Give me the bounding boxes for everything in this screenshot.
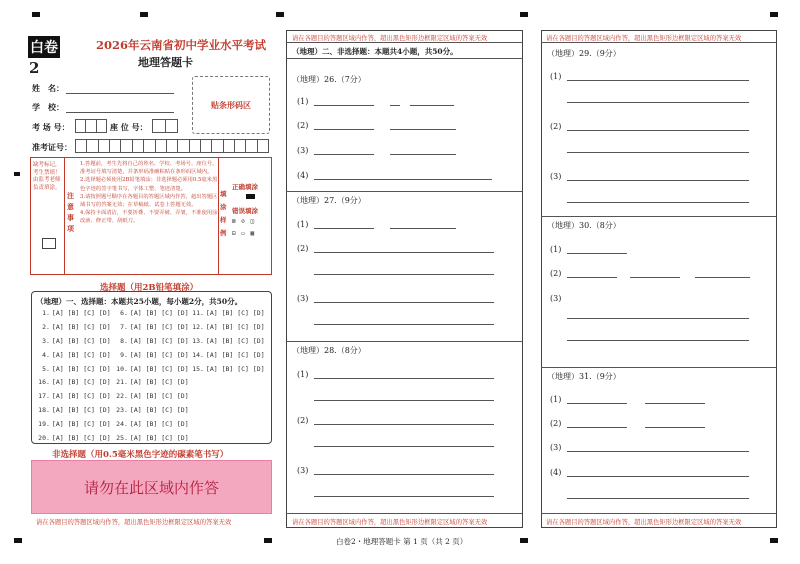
question-number: 5 [42,365,46,373]
answer-options[interactable]: [A] [B] [C] [D] [205,309,265,317]
q28-1-a[interactable] [314,378,494,379]
middle-bottom-rule [286,513,522,514]
right-bottom-rule [541,513,776,514]
badge-text: 白卷 [28,36,60,58]
badge-number: 2 [29,59,40,77]
q28-3-b[interactable] [314,496,494,497]
q27-sub2: (2) [297,244,309,253]
q31-4-a[interactable] [567,476,749,477]
choice-question-row[interactable] [114,309,189,317]
question-number: 7 [120,323,124,331]
question-dot: . [46,434,50,442]
question-number: 19 [38,420,46,428]
q26-sub3: (3) [297,146,309,155]
nonchoice-banner: 非选择题（用0.5毫米黑色字迹的碳素笔书写） [52,450,229,460]
forbidden-area [31,460,272,514]
q31-2-b[interactable] [645,427,705,428]
notes-list [80,160,218,226]
q31-title: （地理）31.（9分） [547,372,621,381]
question-dot: . [46,365,50,373]
right-top-rule [541,42,776,43]
correct-fill-label: 正确填涂 [232,183,258,191]
seat-label: 座 位 号： [110,122,148,132]
q27-sub1: (1) [297,220,309,229]
answer-options[interactable]: [A] [B] [C] [D] [129,434,189,442]
answer-options[interactable]: [A] [B] [C] [D] [205,365,265,373]
answer-options[interactable]: [A] [B] [C] [D] [205,351,265,359]
question-dot: . [124,392,128,400]
q26-1-c[interactable] [410,105,454,106]
q30-2-a[interactable] [567,277,617,278]
q27-3-a[interactable] [314,302,494,303]
room-label: 考 场 号： [32,122,70,132]
answer-options[interactable]: [A] [B] [C] [D] [51,420,111,428]
q29-sub2: (2) [550,122,562,131]
timing-mark [140,12,148,17]
q30-3-b[interactable] [567,340,749,341]
question-dot: . [124,337,128,345]
absent-box[interactable] [42,238,56,249]
barcode-label: 贴条形码区 [211,99,251,110]
q31-sub1: (1) [550,395,562,404]
right-panel [541,30,777,528]
choice-question-row[interactable] [190,337,265,345]
question-dot: . [200,309,204,317]
q31-sub4: (4) [550,468,562,477]
timing-mark [770,538,778,543]
question-dot: . [46,351,50,359]
room-boxes[interactable] [75,119,107,133]
q28-sub2: (2) [297,416,309,425]
choice-question-row[interactable] [190,365,265,373]
q28-title: （地理）28.（8分） [292,346,366,355]
top-warning-right: 请在各题目的答题区域内作答，超出黑色矩形边框限定区域的答案无效 [546,35,742,42]
choice-question-row[interactable] [36,392,111,400]
answer-options[interactable]: [A] [B] [C] [D] [51,323,111,331]
q26-sub2: (2) [297,121,309,130]
q28-1-b[interactable] [314,400,494,401]
choice-question-row[interactable] [190,309,265,317]
choice-question-row[interactable] [114,378,189,386]
choice-question-row[interactable] [36,420,111,428]
section2-heading: （地理）二、非选择题：本题共4小题，共50分。 [292,47,458,56]
choice-question-row[interactable] [114,323,189,331]
barcode-area [192,76,270,134]
answer-options[interactable]: [A] [B] [C] [D] [129,406,189,414]
school-field[interactable] [66,112,174,113]
q30-sub1: (1) [550,245,562,254]
question-number: 8 [120,337,124,345]
question-number: 21 [116,378,124,386]
paper-badge [28,36,66,77]
choice-question-row[interactable] [36,323,111,331]
name-label: 姓 名： [32,83,64,93]
question-number: 2 [42,323,46,331]
timing-mark [264,538,272,543]
q29-title: （地理）29.（9分） [547,49,621,58]
q27-2-b[interactable] [314,274,494,275]
top-warning-middle: 请在各题目的答题区域内作答，超出黑色矩形边框限定区域的答案无效 [292,35,488,42]
timing-mark [14,538,22,543]
answer-options[interactable]: [A] [B] [C] [D] [205,337,265,345]
answer-options[interactable]: [A] [B] [C] [D] [205,323,265,331]
timing-mark [770,12,778,17]
question-number: 16 [38,378,46,386]
q29-2-a[interactable] [567,130,749,131]
timing-mark [32,12,40,17]
q29-3-a[interactable] [567,180,749,181]
q26-4-a[interactable] [314,179,492,180]
question-dot: . [124,309,128,317]
q29-3-b[interactable] [567,202,749,203]
question-number: 14 [192,351,200,359]
question-dot: . [124,378,128,386]
seat-boxes[interactable] [152,119,178,133]
ticket-label: 准考证号： [32,142,72,152]
answer-options[interactable]: [A] [B] [C] [D] [51,309,111,317]
question-number: 6 [120,309,124,317]
question-number: 13 [192,337,200,345]
q28-rule [286,341,522,342]
q28-2-b[interactable] [314,446,494,447]
forbidden-text: 请勿在此区域内作答 [83,478,219,497]
q27-1-b[interactable] [390,228,456,229]
q28-3-a[interactable] [314,474,494,475]
q26-1-a[interactable] [314,105,374,106]
choice-question-row[interactable] [36,309,111,317]
q29-1-a[interactable] [567,80,749,81]
timing-mark [520,538,528,543]
choice-question-row[interactable] [190,323,265,331]
question-dot: . [124,365,128,373]
q30-rule [541,216,776,217]
q30-1-a[interactable] [567,253,627,254]
q30-sub2: (2) [550,269,562,278]
question-dot: . [124,406,128,414]
answer-options[interactable]: [A] [B] [C] [D] [51,378,111,386]
note-item: 3.请按照题号顺序在各题目的答题区域内作答，超出答题区域书写的答案无效；在草稿纸、试卷上答题无效。 [80,193,218,209]
school-label: 学 校： [32,102,64,112]
q29-2-b[interactable] [567,152,749,153]
q28-sub1: (1) [297,370,309,379]
bottom-warning-middle: 请在各题目的答题区域内作答，超出黑色矩形边框限定区域的答案无效 [292,519,488,526]
q31-1-a[interactable] [567,403,627,404]
q31-2-a[interactable] [567,427,627,428]
ticket-boxes[interactable] [75,139,269,153]
answer-options[interactable]: [A] [B] [C] [D] [51,434,111,442]
q30-sub3: (3) [550,294,562,303]
answer-options[interactable]: [A] [B] [C] [D] [51,406,111,414]
answer-options[interactable]: [A] [B] [C] [D] [129,309,189,317]
q28-2-a[interactable] [314,424,494,425]
question-number: 22 [116,392,124,400]
correct-fill-sample [246,194,255,199]
q30-title: （地理）30.（8分） [547,221,621,230]
question-number: 12 [192,323,200,331]
answer-options[interactable]: [A] [B] [C] [D] [51,365,111,373]
choice-question-row[interactable] [36,365,111,373]
q31-sub3: (3) [550,443,562,452]
q27-rule [286,191,522,192]
wrong-fill-label: 错误填涂 [232,207,258,215]
question-number: 18 [38,406,46,414]
question-number: 15 [192,365,200,373]
q26-2-b[interactable] [390,129,456,130]
q26-sub1: (1) [297,97,309,106]
choice-banner: 选择题（用2B铅笔填涂） [100,283,199,293]
question-number: 11 [192,309,200,317]
timing-mark [520,12,528,17]
page-footer: 白卷2・地理答题卡 第 1 页（共 2 页） [336,537,468,546]
q31-4-b[interactable] [567,498,749,499]
q26-3-a[interactable] [314,154,374,155]
q29-1-b[interactable] [567,102,749,103]
question-number: 1 [42,309,46,317]
q26-2-a[interactable] [314,129,374,130]
wrong-fill-samples: ⊠ ⊘ ◫ [232,218,256,225]
note-item: 1.答题前，考生先将自己的姓名、学校、考场号、座位号、准考证号填写清楚，并条形码准确粘贴在条形码区域内。 [80,161,218,176]
q28-sub3: (3) [297,466,309,475]
question-dot: . [200,337,204,345]
choice-question-row[interactable] [36,351,111,359]
exam-title: 2026年云南省初中学业水平考试 [96,38,267,52]
question-dot: . [46,392,50,400]
choice-question-row[interactable] [36,337,111,345]
notes-divider-2 [218,157,219,274]
question-dot: . [200,365,204,373]
question-number: 23 [116,406,124,414]
answer-options[interactable]: [A] [B] [C] [D] [129,337,189,345]
question-dot: . [124,420,128,428]
q27-3-b[interactable] [314,324,494,325]
question-number: 4 [42,351,46,359]
q26-3-b[interactable] [390,154,456,155]
answer-options[interactable]: [A] [B] [C] [D] [51,351,111,359]
wrong-fill-samples-2: ⊟ ▭ ▦ [232,230,256,237]
q26-title: （地理）26.（7分） [292,75,366,84]
choice-question-row[interactable] [114,337,189,345]
note-item: 2.选择题必须使用2B铅笔填涂；非选择题必须用0.5毫米黑色字迹的签字笔书写，字体工整、笔迹清楚。 [80,177,218,192]
timing-mark [276,12,284,17]
question-dot: . [46,406,50,414]
answer-options[interactable]: [A] [B] [C] [D] [129,392,189,400]
q26-sub4: (4) [297,171,309,180]
answer-options[interactable]: [A] [B] [C] [D] [129,420,189,428]
name-field[interactable] [66,93,174,94]
question-number: 25 [116,434,124,442]
middle-top-rule [286,42,522,43]
question-dot: . [46,420,50,428]
choice-question-row[interactable] [114,365,189,373]
q31-3-a[interactable] [567,451,749,452]
notes-divider [64,157,65,274]
q30-3-a[interactable] [567,318,749,319]
answer-options[interactable]: [A] [B] [C] [D] [51,337,111,345]
q31-rule [541,367,776,368]
choice-question-row[interactable] [190,351,265,359]
q30-2-c[interactable] [695,277,750,278]
question-number: 3 [42,337,46,345]
question-dot: . [124,434,128,442]
answer-options[interactable]: [A] [B] [C] [D] [129,365,189,373]
choice-question-row[interactable] [114,392,189,400]
fill-example-title: 填涂样例 [220,190,227,237]
question-number: 10 [116,365,124,373]
answer-options[interactable]: [A] [B] [C] [D] [129,323,189,331]
answer-options[interactable]: [A] [B] [C] [D] [51,392,111,400]
note-item: 4.保持卡面清洁，不要折叠、不要弄破、弄皱，不准使用涂改液、修正带、刮纸刀。 [80,210,218,225]
question-dot: . [200,323,204,331]
question-dot: . [124,351,128,359]
choice-heading: （地理）一、选择题：本题共25小题，每小题2分，共50分。 [36,297,243,306]
q27-1-a[interactable] [314,228,374,229]
question-number: 9 [120,351,124,359]
question-dot: . [46,323,50,331]
notes-title: 注意事项 [67,191,74,233]
question-dot: . [124,323,128,331]
question-number: 20 [38,434,46,442]
bottom-warning-right: 请在各题目的答题区域内作答，超出黑色矩形边框限定区域的答案无效 [546,519,742,526]
choice-question-row[interactable] [36,378,111,386]
question-number: 17 [38,392,46,400]
question-dot: . [46,378,50,386]
question-dot: . [200,351,204,359]
q29-sub3: (3) [550,172,562,181]
absent-note: 缺考标记，考生禁填！由监考老师负责填涂。 [33,162,61,191]
question-number: 24 [116,420,124,428]
q29-sub1: (1) [550,72,562,81]
answer-options[interactable]: [A] [B] [C] [D] [129,351,189,359]
choice-question-row[interactable] [114,420,189,428]
choice-question-row[interactable] [114,351,189,359]
q26-rule [286,58,522,59]
choice-question-row[interactable] [36,406,111,414]
question-dot: . [46,309,50,317]
card-title: 地理答题卡 [138,56,193,69]
q27-2-a[interactable] [314,252,494,253]
q31-1-b[interactable] [645,403,705,404]
choice-question-row[interactable] [36,434,111,442]
question-dot: . [46,337,50,345]
bottom-warning-left: 请在各题目的答题区域内作答，超出黑色矩形边框限定区域的答案无效 [36,519,232,526]
choice-question-row[interactable] [114,434,189,442]
choice-question-row[interactable] [114,406,189,414]
q30-2-b[interactable] [630,277,680,278]
q26-1-b[interactable] [390,105,400,106]
answer-options[interactable]: [A] [B] [C] [D] [129,378,189,386]
q27-title: （地理）27.（9分） [292,196,366,205]
q27-sub3: (3) [297,294,309,303]
timing-mark [14,172,20,176]
q31-sub2: (2) [550,419,562,428]
